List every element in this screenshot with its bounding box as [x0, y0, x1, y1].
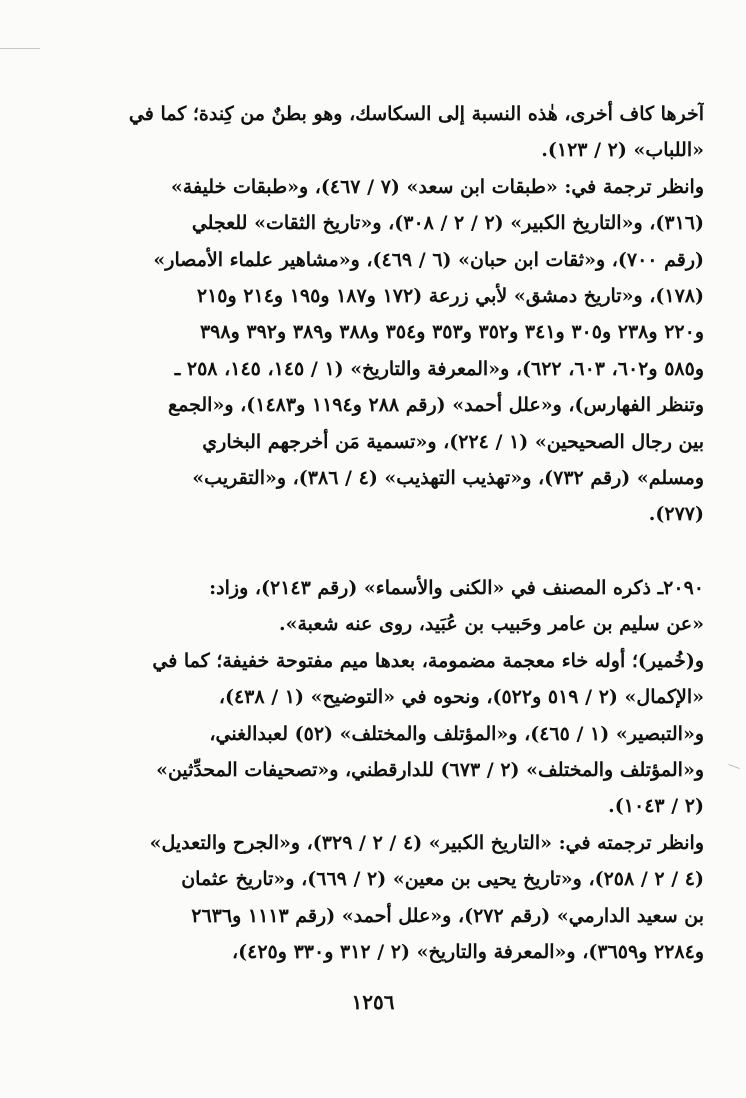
text-line: و«المؤتلف والمختلف» (٢ / ٦٧٣) للدارقطني، و«تصحيفات المحدِّثين»	[156, 758, 704, 781]
page-number: ١٢٥٦	[351, 990, 395, 1014]
text-line: «عن سليم بن عامر وحَبيب بن عُبَيد، روى عنه شعبة».	[278, 613, 704, 636]
text-line: و٥٨٥ و٦٠٢، ٦٠٣، ٦٢٢)، و«المعرفة والتاريخ» (١ / ١٤٥، ١٤٥، ٢٥٨ ـ	[174, 357, 704, 380]
text-line: و٢٢٨٤ و٣٦٥٩)، و«المعرفة والتاريخ» (٢ / ٣١٢ و٣٣٠ و٤٢٥)،	[232, 940, 704, 963]
footnote-entry-2090	[84, 570, 704, 970]
text-line: و٢٢٠ و٢٣٨ و٣٠٥ و٣٤١ و٣٥٢ و٣٥٣ و٣٥٤ و٣٨٨ و٣٨٩ و٣٩٢ و٣٩٨	[199, 321, 704, 344]
text-line: ومسلم» (رقم ٧٣٢)، و«تهذيب التهذيب» (٤ / ٣٨٦)، و«التقريب»	[192, 466, 704, 489]
text-line: (٢٧٧).	[648, 503, 704, 526]
text-line: و(خُمير)؛ أوله خاء معجمة مضمومة، بعدها ميم مفتوحة خفيفة؛ كما في	[152, 649, 704, 672]
text-line: (١٧٨)، و«تاريخ دمشق» لأبي زرعة (١٧٢ و١٨٧ و١٩٥ و٢١٤ و٢١٥	[196, 284, 704, 307]
text-line: بين رجال الصحيحين» (١ / ٢٢٤)، و«تسمية مَن أخرجهم البخاري	[202, 430, 704, 453]
footnote-block-1	[84, 96, 704, 533]
text-line: بن سعيد الدارمي» (رقم ٢٧٢)، و«علل أحمد» (رقم ١١١٣ و٢٦٣٦	[191, 904, 704, 927]
text-line: آخرها كاف أخرى، هٰذه النسبة إلى السكاسك، وهو بطنٌ من كِندة؛ كما في	[128, 103, 704, 125]
text-line: (٤ / ٢ / ٢٥٨)، و«تاريخ يحيى بن معين» (٢ / ٦٦٩)، و«تاريخ عثمان	[181, 868, 704, 891]
text-line: «اللباب» (٢ / ١٢٣).	[541, 139, 704, 162]
text-line: وانظر ترجمته في: «التاريخ الكبير» (٤ / ٢ / ٣٢٩)، و«الجرح والتعديل»	[149, 831, 704, 854]
text-line: (رقم ٧٠٠)، و«ثقات ابن حبان» (٦ / ٤٦٩)، و«مشاهير علماء الأمصار»	[153, 248, 704, 271]
text-line: «الإكمال» (٢ / ٥١٩ و٥٢٢)، ونحوه في «التوضيح» (١ / ٤٣٨)،	[218, 686, 704, 709]
entry-heading-line: ٢٠٩٠ـ ذكره المصنف في «الكنى والأسماء» (رقم ٢١٤٣)، وزاد:	[209, 577, 704, 599]
text-line: و«التبصير» (١ / ٤٦٥)، و«المؤتلف والمختلف» (٥٢) لعبدالغني،	[209, 722, 704, 745]
scan-mark	[0, 48, 40, 49]
scan-mark	[728, 764, 740, 769]
text-line: (٣١٦)، و«التاريخ الكبير» (٢ / ٢ / ٣٠٨)، و«تاريخ الثقات» للعجلي	[191, 212, 704, 235]
text-line: وتنظر الفهارس)، و«علل أحمد» (رقم ٢٨٨ و١١٩٤ و١٤٨٣)، و«الجمع	[168, 394, 704, 417]
text-line: (٢ / ١٠٤٣).	[608, 795, 704, 818]
text-line: وانظر ترجمة في: «طبقات ابن سعد» (٧ / ٤٦٧)، و«طبقات خليفة»	[170, 175, 704, 198]
